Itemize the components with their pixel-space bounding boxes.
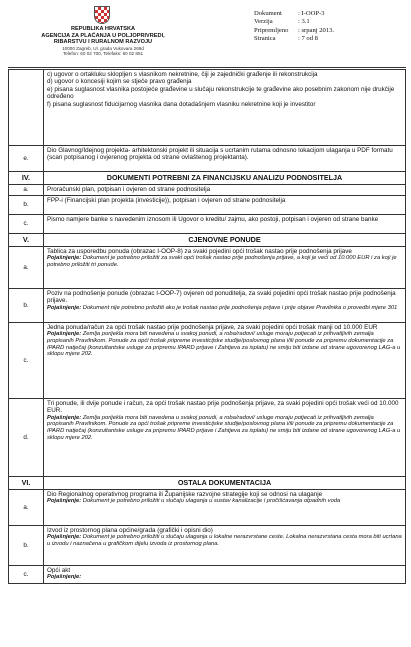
table-row	[9, 247, 406, 289]
meta-value: : 7 od 8	[298, 35, 318, 43]
table-row	[9, 323, 406, 399]
row-label: e.	[9, 146, 44, 172]
agency-block	[18, 26, 188, 57]
row-text: FPP-i (Financijski plan projekta (investicije)), potpisan i ovjeren od strane podnositelja	[44, 196, 406, 215]
note-text: Dokument nije potrebno priložiti ako je trošak nastao prije podnošenja prijave i prije objave Pravilnika o provedbi mjere 301	[81, 304, 398, 311]
meta-key: Dokument	[254, 10, 282, 17]
document-meta	[254, 10, 394, 44]
note-lead: Pojašnjenje:	[47, 498, 82, 505]
agency-line: REPUBLIKA HRVATSKA	[70, 26, 136, 32]
note-text: Dokument je potrebno priložiti u slučaju ulaganja u lokalne nerazvrstane ceste. Lokalna nerazvrstana cesta mora biti ucrtana u izvodu i naznačena u grafičkom dijelu izvoda iz prostornog plana.	[47, 534, 402, 547]
agency-address: 10000 Zagreb, Ul. grada Vukovara 269d	[62, 45, 144, 51]
note-text: Dokument je potrebno priložiti u slučaju ulaganja u sustav kanalizacije i pročišćavanja otpadnih voda	[81, 498, 341, 505]
row-text: Jedna ponuda/račun za opći trošak nastao prije podnošenja prijave, za svaki pojedini opći trošak manji od 10.000 EUR	[47, 324, 378, 331]
agency-line: RIBARSTVU I RURALNOM RAZVOJU	[53, 39, 153, 46]
section-header	[9, 172, 406, 185]
documents-table	[8, 69, 406, 584]
section-title: OSTALA DOKUMENTACIJA	[44, 477, 406, 490]
table-row	[9, 490, 406, 526]
row-note	[47, 534, 402, 547]
meta-key: Pripremljeno	[254, 26, 289, 34]
row-label: d.	[9, 399, 44, 477]
meta-row	[254, 35, 394, 43]
row-content	[44, 526, 406, 566]
row-text: Tri ponude, ili dvije ponude i račun, za opći trošak nastao prije podnošenja prijave, za svaki pojedini opći trošak veći od 10.000 EUR.	[47, 400, 399, 415]
row-content	[44, 70, 406, 146]
section-header	[9, 477, 406, 490]
row-text: Opći akt	[47, 567, 71, 574]
row-label: a.	[9, 490, 44, 526]
row-note	[47, 498, 402, 505]
list-item: e) pisana suglasnost vlasnika postojeće građevine u slučaju rekonstrukcije te građevine ako posebnim zakonom nije drukčije određeno	[47, 85, 395, 101]
section-title: CJENOVNE PONUDE	[44, 234, 406, 247]
row-label: a.	[9, 185, 44, 196]
note-lead: Pojašnjenje:	[47, 331, 82, 338]
row-text: Poziv na podnošenje ponude (obrazac I-OOP-7) ovjeren od ponuditelja, za svaki pojedini opći trošak nastao prije podnošenja prijave.	[47, 290, 396, 305]
row-label	[9, 70, 44, 146]
table-row	[9, 399, 406, 477]
table-row	[9, 215, 406, 234]
row-content	[44, 247, 406, 289]
header-divider	[8, 67, 406, 68]
row-label: c.	[9, 323, 44, 399]
page-header	[8, 4, 406, 68]
agency-line: AGENCIJA ZA PLAĆANJA U POLJOPRIVREDI,	[41, 32, 165, 39]
meta-value: : 3.1	[298, 18, 310, 26]
row-note	[47, 305, 402, 312]
meta-row	[254, 18, 394, 26]
table-row	[9, 185, 406, 196]
row-label: b.	[9, 289, 44, 323]
note-text: Zemlja porijekla mora biti navedena u svakoj ponudi, a roba/radovi/ usluge moraju potjecati iz prihvatljivih zemalja propisanih Pravilnikom. Ponude za opći trošak pripreme investicijske studije/poslovnog plana i/ili ponude za pripremu dokumentacije za IPARD natječaj (konzultantske usluge za pripremu IPARD prijave i Zahtjeva za isplatu) ne smiju biti izdane od strane ugovorenog LAG-a u sklopu mjere 202.	[47, 331, 401, 358]
agency-phone: Telefon: 60 02 700, Telefaks: 60 02 851	[62, 51, 144, 57]
table-row	[9, 566, 406, 584]
row-content	[44, 289, 406, 323]
table-row	[9, 196, 406, 215]
note-lead: Pojašnjenje:	[47, 255, 82, 262]
note-lead: Pojašnjenje:	[47, 414, 82, 421]
row-text: Dio Glavnog/Idejnog projekta- arhitektonski projekt ili situacija s ucrtanim rutama odnosno lokacijom ulaganja u PDF formatu (scan potpisanog i ovjerenog projekta od strane ovlaštenog projektanta).	[44, 146, 406, 172]
row-note	[47, 331, 402, 357]
row-note	[47, 574, 402, 581]
row-text: Pismo namjere banke s navedenim iznosom ili Ugovor o kreditu/ zajmu, ako postoji, potpisan i ovjeren od strane banke	[44, 215, 406, 234]
row-text: Tablica za usporedbu ponuda (obrazac I-OOP-8) za svaki pojedini opći trošak nastao prije podnošenja prijave	[47, 248, 352, 255]
table-row	[9, 526, 406, 566]
row-content	[44, 323, 406, 399]
note-lead: Pojašnjenje:	[47, 574, 82, 581]
row-text: Izvod iz prostornog plana općine/grada (grafički i opisni dio)	[47, 527, 213, 534]
row-content	[44, 566, 406, 584]
note-lead: Pojašnjenje:	[47, 304, 82, 311]
section-number: VI.	[9, 477, 44, 490]
note-text: Zemlja porijekla mora biti navedena u svakoj ponudi, a roba/radovi/ usluge moraju potjecati iz prihvatljivih zemalja propisanih Pravilnikom. Ponude za opći trošak pripreme investicijske studije/poslovnog plana i/ili ponude za pripremu dokumentacije za IPARD natječaj (konzultantske usluge za pripremu IPARD prijave i Zahtjeva za isplatu) ne smiju biti izdane od strane ugovorenog LAG-a u sklopu mjere 202.	[47, 414, 401, 441]
row-label: c.	[9, 215, 44, 234]
row-content	[44, 399, 406, 477]
croatian-coat-of-arms-icon	[94, 6, 110, 24]
note-text: Dokument je potrebno priložiti za svaki opći trošak nastao prije podnošenja prijave, a koji je veći od 10.000 EUR i za koji je potrebno priložiti tri ponude.	[47, 255, 397, 268]
section-number: IV.	[9, 172, 44, 185]
section-title: DOKUMENTI POTREBNI ZA FINANCIJSKU ANALIZU PODNOSITELJA	[44, 172, 406, 185]
row-text: Proračunski plan, potpisan i ovjeren od strane podnositelja	[44, 185, 406, 196]
list-item: d) ugovor o koncesiji kojim se stječe pravo građenja	[47, 78, 192, 86]
meta-value: : I-OOP-3	[298, 10, 325, 17]
list-item: c) ugovor o ortakluku sklopljen s vlasnikom nekretnine, čiji je zajednički građenje ili rekonstrukcija	[47, 71, 318, 78]
table-row	[9, 289, 406, 323]
meta-value: : srpanj 2013.	[298, 26, 335, 34]
list-item: f) pisana suglasnost fiducijarnog vlasnika dana dotadašnjem vlasniku nekretnine koji je investitor	[47, 100, 316, 108]
section-number: V.	[9, 234, 44, 247]
meta-row	[254, 10, 394, 18]
table-row	[9, 146, 406, 172]
row-label: b.	[9, 526, 44, 566]
row-note	[47, 255, 402, 268]
meta-key: Stranica	[254, 35, 276, 43]
row-label: a.	[9, 247, 44, 289]
meta-key: Verzija	[254, 18, 273, 26]
section-header	[9, 234, 406, 247]
row-note	[47, 415, 402, 441]
row-content	[44, 490, 406, 526]
row-label: b.	[9, 196, 44, 215]
meta-row	[254, 27, 394, 35]
note-lead: Pojašnjenje:	[47, 534, 82, 541]
row-label: c.	[9, 566, 44, 584]
row-text: Dio Regionalnog operativnog programa ili Županijske razvojne strategije koji se odnosi na ulaganje	[47, 491, 323, 498]
table-row	[9, 70, 406, 146]
